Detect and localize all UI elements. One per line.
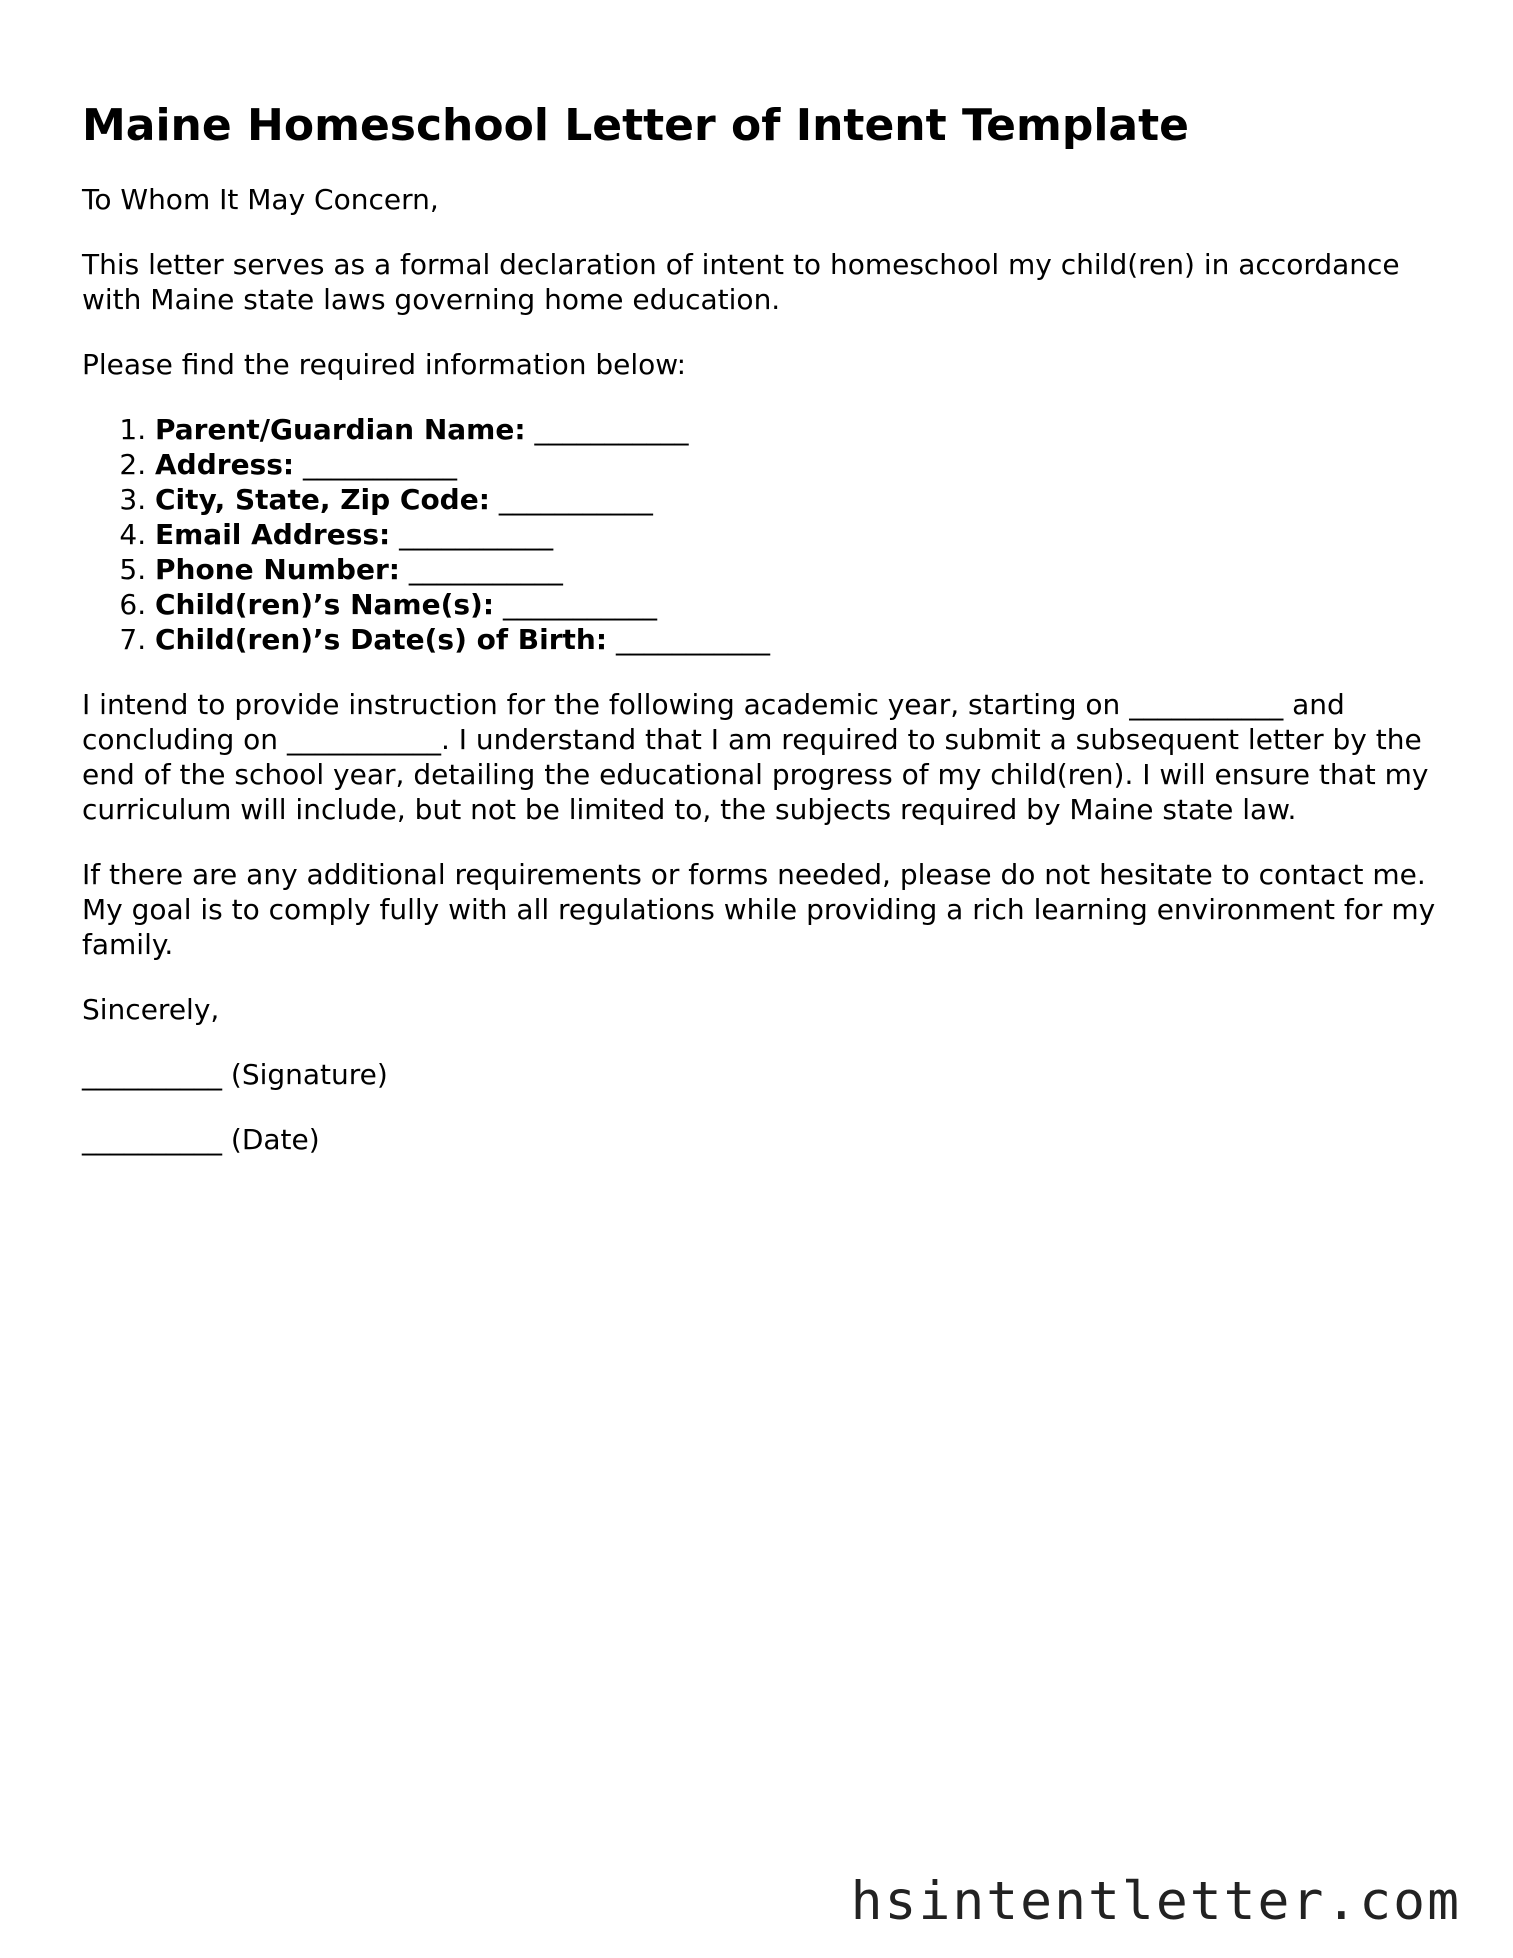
- field-blank: ___________: [498, 483, 653, 516]
- list-item-city-state-zip: [155, 482, 1437, 517]
- list-item-email: [155, 517, 1437, 552]
- letter-document: [82, 96, 1437, 1187]
- field-label: Address:: [155, 448, 295, 481]
- field-blank: ___________: [408, 553, 563, 586]
- field-label: Child(ren)’s Date(s) of Birth:: [155, 623, 608, 656]
- instructions-paragraph: Please find the required information below:: [82, 348, 687, 381]
- website-watermark: hsintentletter.com: [850, 1871, 1461, 1932]
- field-blank: ___________: [399, 518, 554, 551]
- document-title: Maine Homeschool Letter of Intent Template: [82, 100, 1189, 151]
- field-blank: ___________: [615, 623, 770, 656]
- field-blank: ___________: [303, 448, 457, 481]
- list-item-children-names: [155, 587, 1437, 622]
- field-label: Email Address:: [155, 518, 391, 551]
- field-label: Parent/Guardian Name:: [155, 413, 526, 446]
- sign-off: Sincerely,: [82, 993, 220, 1026]
- list-item-children-dob: [155, 622, 1437, 657]
- signature-line: __________ (Signature): [82, 1058, 388, 1091]
- field-label: Child(ren)’s Name(s):: [155, 588, 495, 621]
- field-blank: ___________: [502, 588, 657, 621]
- list-item-parent-name: [155, 412, 1437, 447]
- field-label: Phone Number:: [155, 553, 400, 586]
- list-item-phone: [155, 552, 1437, 587]
- closing-paragraph: If there are any additional requirements or forms needed, please do not hesitate to contact me. My goal is to comply fully with all regulations while providing a rich learning environment for my family.: [82, 858, 1436, 961]
- field-blank: ___________: [534, 413, 689, 446]
- required-fields-list: [82, 412, 1437, 657]
- body-paragraph: I intend to provide instruction for the following academic year, starting on ___________ and concluding on ___________. I understand that I am required to submit a subsequent letter by the end of the school year, detailing the educational progress of my child(ren). I will ensure that my curriculum will include, but not be limited to, the subjects required by Maine state law.: [82, 688, 1429, 826]
- intro-paragraph: This letter serves as a formal declaration of intent to homeschool my child(ren) in accordance with Maine state laws governing home education.: [82, 248, 1400, 316]
- date-line: __________ (Date): [82, 1123, 320, 1156]
- salutation: To Whom It May Concern,: [82, 183, 439, 216]
- list-item-address: [155, 447, 1437, 482]
- field-label: City, State, Zip Code:: [155, 483, 490, 516]
